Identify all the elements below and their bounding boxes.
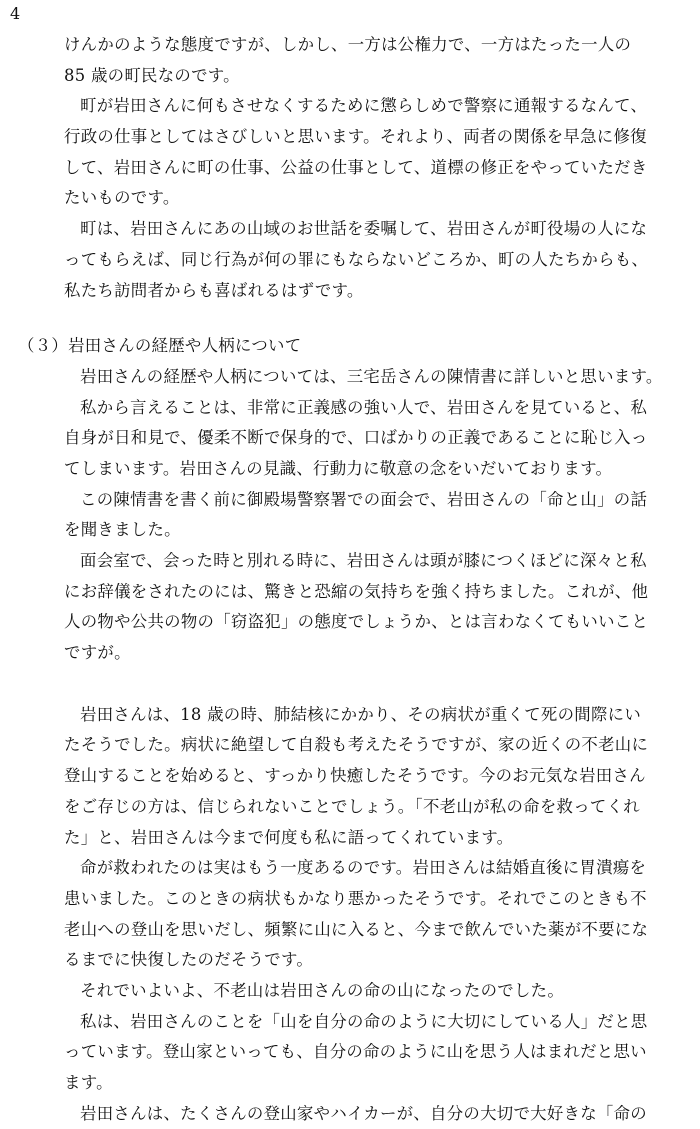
text-line: 岩田さんは、18 歳の時、肺結核にかかり、その病状が重くて死の間際にい [80, 704, 642, 724]
paragraph [64, 214, 682, 306]
paragraph [64, 700, 682, 853]
text-line: 患いました。このときの病状もかなり悪かったそうです。それでこのときも不 [64, 888, 647, 908]
text-line: た」と、岩田さんは今まで何度も私に語ってくれています。 [64, 827, 514, 847]
paragraph [64, 393, 682, 485]
text-line: を聞きました。 [64, 520, 181, 540]
text-line: 登山することを始めると、すっかり快癒したそうです。今のお元気な岩田さん [64, 766, 646, 786]
text-line: 85 歳の町民なのです。 [64, 65, 240, 85]
section-1 [64, 30, 682, 306]
section-4 [64, 700, 682, 1129]
text-line: をご存じの方は、信じられないことでしょう。「不老山が私の命を救ってくれ [64, 796, 640, 816]
text-line: たそうでした。病状に絶望して自殺も考えたそうですが、家の近くの不老山に [64, 735, 649, 755]
text-line: にお辞儀をされたのには、驚きと恐縮の気持ちを強く持ちました。これが、他 [64, 581, 649, 601]
text-line: 私たち訪問者からも喜ばれるはずです。 [64, 280, 364, 300]
text-line: 私は、岩田さんのことを「山を自分の命のように大切にしている人」だと思 [80, 1011, 648, 1031]
text-line: てしまいます。岩田さんの見識、行動力に敬意の念をいだいております。 [64, 458, 613, 478]
text-line: 自身が日和見で、優柔不断で保身的で、口ばかりの正義であることに恥じ入っ [64, 428, 648, 448]
text-line: この陳情書を書く前に御殿場警察署での面会で、岩田さんの「命と山」の話 [80, 489, 648, 509]
page-number: 4 [10, 4, 21, 23]
text-line: るまでに快復したのだそうです。 [64, 950, 314, 970]
text-line: 町が岩田さんに何もさせなくするために懲らしめで警察に通報するなんて、 [80, 96, 648, 116]
text-line: ですが。 [64, 643, 131, 663]
paragraph [64, 362, 682, 393]
text-line: 町は、岩田さんにあの山域のお世話を委嘱して、岩田さんが町役場の人にな [80, 219, 648, 239]
paragraph [64, 853, 682, 976]
paragraph [64, 30, 682, 91]
section-gap [64, 306, 682, 331]
section-gap [64, 669, 682, 700]
section-3 [64, 362, 682, 669]
paragraph [64, 485, 682, 546]
section-heading: （３）岩田さんの経歴や人柄について [18, 336, 302, 356]
text-line: 老山への登山を思いだし、頻繁に山に入ると、今まで飲んでいた薬が不要にな [64, 919, 649, 939]
text-line: 岩田さんは、たくさんの登山家やハイカーが、自分の大切で大好きな「命の [80, 1103, 647, 1123]
document-body [18, 30, 682, 1129]
text-line: それでいよいよ、不老山は岩田さんの命の山になったのでした。 [80, 980, 565, 1000]
paragraph [64, 1099, 682, 1129]
text-line: 面会室で、会った時と別れる時に、岩田さんは頭が膝につくほどに深々と私 [80, 551, 647, 570]
text-line: 岩田さんの経歴や人柄については、三宅岳さんの陳情書に詳しいと思います。 [80, 366, 663, 386]
text-line: たいものです。 [64, 188, 180, 208]
text-line: 行政の仕事としてはさびしいと思います。それより、両者の関係を早急に修復 [64, 127, 647, 147]
text-line: けんかのような態度ですが、しかし、一方は公権力で、一方はたった一人の [64, 35, 632, 54]
text-line: ってもらえば、同じ行為が何の罪にもならないどころか、町の人たちからも、 [64, 249, 649, 269]
text-line: して、岩田さんに町の仕事、公益の仕事として、道標の修正をやっていただき [64, 157, 648, 177]
text-line: ます。 [64, 1073, 113, 1092]
paragraph [64, 546, 682, 669]
paragraph [64, 976, 682, 1007]
text-line: 私から言えることは、非常に正義感の強い人で、岩田さんを見ていると、私 [80, 397, 648, 417]
text-line: 命が救われたのは実はもう一度あるのです。岩田さんは結婚直後に胃潰瘍を [80, 858, 647, 878]
paragraph [64, 1007, 682, 1099]
text-line: っています。登山家といっても、自分の命のように山を思う人はまれだと思い [64, 1042, 647, 1062]
paragraph [64, 91, 682, 214]
text-line: 人の物や公共の物の「窃盗犯」の態度でしょうか、とは言わなくてもいいこと [64, 612, 649, 632]
